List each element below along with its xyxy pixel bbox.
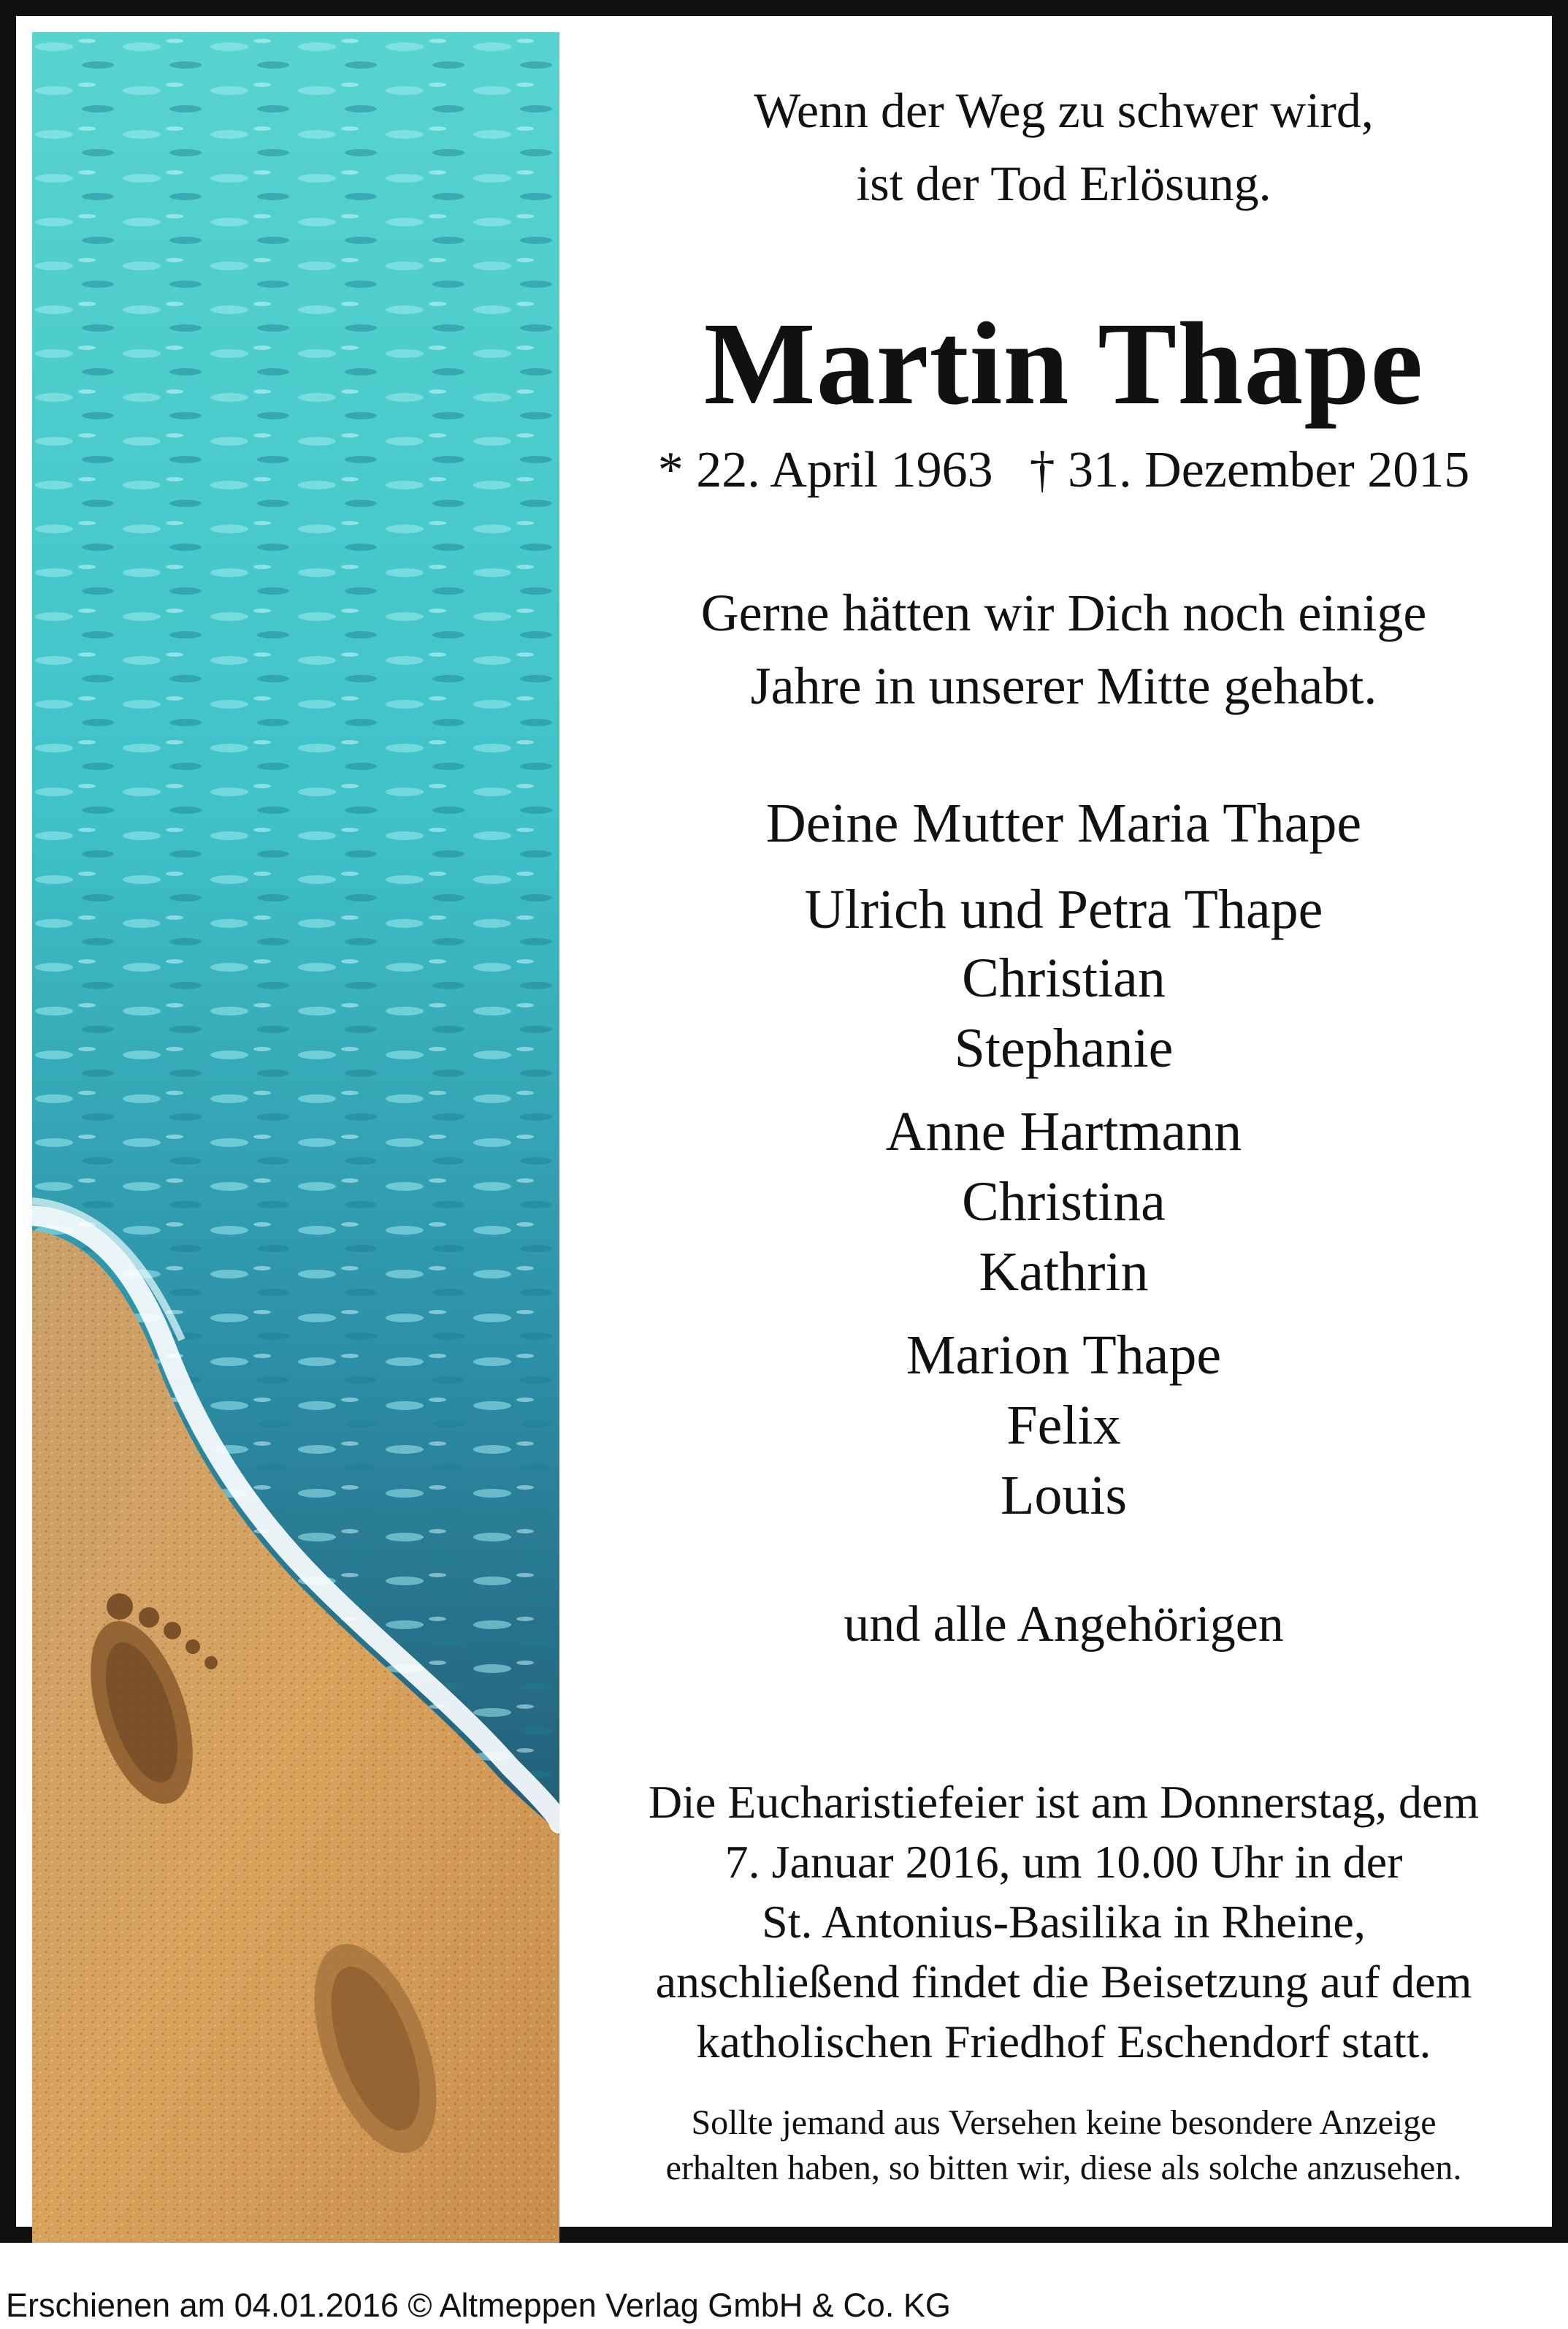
- mourner: Felix: [1006, 1395, 1121, 1456]
- service-line: St. Antonius-Basilika in Rheine,: [762, 1896, 1366, 1948]
- mourner: Christian: [962, 948, 1166, 1009]
- service-line: katholischen Friedhof Eschendorf statt.: [696, 2016, 1431, 2067]
- service-line: anschließend findet die Beisetzung auf dem: [655, 1956, 1472, 2008]
- mourner: Ulrich und Petra Thape: [804, 879, 1323, 940]
- tribute-line-1: Gerne hätten wir Dich noch einige: [700, 584, 1427, 642]
- death-date: † 31. Dezember 2015: [1029, 442, 1470, 498]
- mourner: Anne Hartmann: [885, 1101, 1242, 1162]
- mourner: Stephanie: [954, 1018, 1174, 1079]
- birth-date: * 22. April 1963: [657, 442, 993, 498]
- motto-line-2: ist der Tod Erlösung.: [856, 156, 1271, 211]
- service-line: Die Eucharistiefeier ist am Donnerstag, dem: [648, 1776, 1480, 1828]
- notice-line: erhalten haben, so bitten wir, diese als solche anzusehen.: [665, 2149, 1462, 2187]
- mourner: Kathrin: [979, 1241, 1149, 1303]
- notice-line: Sollte jemand aus Versehen keine besondere Anzeige: [691, 2103, 1437, 2142]
- mourner: Deine Mutter Maria Thape: [765, 793, 1362, 854]
- motto-line-1: Wenn der Weg zu schwer wird,: [754, 83, 1374, 138]
- mourner: Christina: [962, 1171, 1166, 1232]
- service-line: 7. Januar 2016, um 10.00 Uhr in der: [724, 1836, 1403, 1888]
- publication-credit: Erschienen am 04.01.2016 © Altmeppen Verlag GmbH & Co. KG: [6, 2287, 951, 2324]
- beach-footprints-photo: [32, 32, 559, 2243]
- obituary-text: [559, 32, 1568, 2243]
- mourner: Marion Thape: [906, 1324, 1222, 1386]
- deceased-name: Martin Thape: [703, 299, 1424, 430]
- mourner: Louis: [1000, 1465, 1128, 1526]
- life-dates: [559, 441, 1568, 500]
- other-relatives: und alle Angehörigen: [844, 1596, 1284, 1653]
- tribute-line-2: Jahre in unserer Mitte gehabt.: [750, 657, 1377, 715]
